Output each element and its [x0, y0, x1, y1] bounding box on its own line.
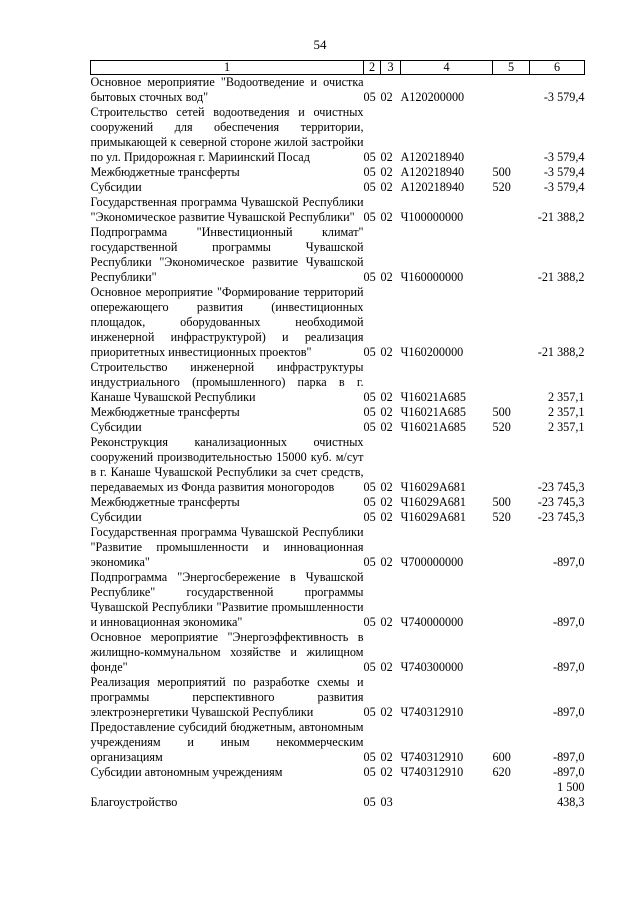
row-section: 05	[363, 390, 376, 404]
row-target-code: А120218940	[400, 180, 465, 194]
row-expense-type	[493, 780, 530, 810]
row-expense-type	[493, 630, 530, 675]
row-subsection: 02	[380, 705, 393, 719]
row-target-code: Ч160200000	[400, 345, 464, 359]
table-row	[91, 765, 585, 780]
row-name: Строительство инженерной инфраструктуры индустриального (промышленного) парка в г. Канаше Чувашской Республики	[90, 360, 364, 404]
row-amount: 2 357,1	[547, 405, 585, 419]
column-header-3: 3	[381, 61, 401, 75]
row-section: 05	[363, 795, 376, 809]
row-target-code: Ч740312910	[400, 765, 464, 779]
row-section: 05	[363, 405, 376, 419]
row-name: Субсидии	[90, 180, 142, 194]
row-target-code: Ч16029А681	[400, 510, 466, 524]
row-expense-type: 520	[492, 180, 511, 194]
row-section: 05	[363, 150, 376, 164]
row-expense-type: 500	[492, 165, 511, 179]
row-section: 05	[363, 270, 376, 284]
row-amount: -21 388,2	[537, 210, 585, 224]
row-section: 05	[363, 420, 376, 434]
table-row	[91, 525, 585, 570]
table-row	[91, 360, 585, 405]
row-name: Основное мероприятие "Формирование территорий опережающего развития (инвестиционных площадок, оборудованных необходимой инженерной инфраструктурой) и реализация приоритетных инвестиционных проектов"	[90, 285, 364, 359]
row-name: Межбюджетные трансферты	[90, 495, 240, 509]
row-subsection: 02	[380, 480, 393, 494]
row-name: Основное мероприятие "Энергоэффективность в жилищно-коммунальном хозяйстве и жилищном фонде"	[90, 630, 364, 674]
row-subsection: 02	[380, 270, 393, 284]
row-subsection: 02	[380, 420, 393, 434]
row-section: 05	[363, 660, 376, 674]
row-section: 05	[363, 480, 376, 494]
row-expense-type	[493, 285, 530, 360]
row-amount: -897,0	[553, 555, 585, 569]
row-target-code: Ч740312910	[400, 705, 464, 719]
table-row	[91, 285, 585, 360]
row-name: Реализация мероприятий по разработке схемы и программы перспективного развития электроэнергетики Чувашской Республики	[90, 675, 364, 719]
table-row	[91, 780, 585, 810]
row-name: Благоустройство	[90, 795, 178, 809]
row-subsection: 02	[380, 660, 393, 674]
row-target-code: Ч16021А685	[400, 390, 466, 404]
row-subsection: 02	[380, 165, 393, 179]
row-name: Субсидии автономным учреждениям	[90, 765, 283, 779]
row-target-code	[401, 780, 493, 810]
row-amount: -3 579,4	[543, 180, 585, 194]
table-row	[91, 405, 585, 420]
row-expense-type	[493, 435, 530, 495]
row-amount: -897,0	[553, 765, 585, 779]
row-target-code: Ч16021А685	[400, 420, 466, 434]
table-row	[91, 495, 585, 510]
row-section: 05	[363, 615, 376, 629]
row-section: 05	[363, 165, 376, 179]
row-subsection: 02	[380, 495, 393, 509]
table-row	[91, 225, 585, 285]
row-section: 05	[363, 90, 376, 104]
row-expense-type	[493, 195, 530, 225]
row-subsection: 02	[380, 210, 393, 224]
row-expense-type	[493, 675, 530, 720]
row-expense-type	[493, 225, 530, 285]
table-row	[91, 105, 585, 165]
column-header-5: 5	[493, 61, 530, 75]
row-name: Подпрограмма "Инвестиционный климат" государственной программы Чувашской Республики "Экономическое развитие Чувашской Республики"	[90, 225, 364, 284]
row-section: 05	[363, 210, 376, 224]
table-row	[91, 75, 585, 106]
row-name: Государственная программа Чувашской Республики "Экономическое развитие Чувашской Республики"	[90, 195, 364, 224]
table-row	[91, 570, 585, 630]
row-name: Субсидии	[90, 510, 142, 524]
row-expense-type: 520	[492, 510, 511, 524]
row-target-code: Ч16029А681	[400, 495, 466, 509]
table-row	[91, 630, 585, 675]
row-target-code: А120200000	[400, 90, 465, 104]
row-amount: -897,0	[553, 660, 585, 674]
row-subsection: 02	[380, 180, 393, 194]
row-amount: 2 357,1	[547, 390, 585, 404]
table-row	[91, 435, 585, 495]
row-expense-type	[493, 570, 530, 630]
row-section: 05	[363, 495, 376, 509]
row-section: 05	[363, 180, 376, 194]
row-expense-type	[493, 75, 530, 106]
row-section: 05	[363, 555, 376, 569]
column-header-2: 2	[364, 61, 381, 75]
row-name: Предоставление субсидий бюджетным, автономным учреждениям и иным некоммерческим организациям	[90, 720, 364, 764]
table-row	[91, 420, 585, 435]
row-amount: -23 745,3	[537, 495, 585, 509]
row-name: Подпрограмма "Энергосбережение в Чувашской Республике" государственной программы Чувашской Республики "Развитие промышленности и инновационная экономика"	[90, 570, 364, 629]
row-amount: 1 500 438,3	[557, 780, 585, 809]
page-number: 54	[313, 37, 327, 52]
row-amount: -3 579,4	[543, 165, 585, 179]
row-subsection: 02	[380, 510, 393, 524]
table-row	[91, 165, 585, 180]
row-amount: 2 357,1	[547, 420, 585, 434]
table-header-row	[91, 61, 585, 75]
column-header-4: 4	[401, 61, 493, 75]
row-expense-type: 500	[492, 495, 511, 509]
row-section: 05	[363, 765, 376, 779]
row-amount: -23 745,3	[537, 510, 585, 524]
row-name: Межбюджетные трансферты	[90, 405, 240, 419]
row-subsection: 02	[380, 615, 393, 629]
row-expense-type: 520	[492, 420, 511, 434]
row-subsection: 02	[380, 390, 393, 404]
row-subsection: 02	[380, 345, 393, 359]
row-subsection: 02	[380, 555, 393, 569]
row-target-code: Ч16021А685	[400, 405, 466, 419]
column-header-6: 6	[530, 61, 585, 75]
row-name: Реконструкция канализационных очистных сооружений производительностью 15000 куб. м/сут в г. Канаше Чувашской Республики за счет средств, передаваемых из Фонда развития моногородов	[90, 435, 364, 494]
row-subsection: 02	[380, 750, 393, 764]
row-expense-type	[493, 105, 530, 165]
row-amount: -3 579,4	[543, 150, 585, 164]
row-amount: -897,0	[553, 615, 585, 629]
column-header-1: 1	[91, 61, 364, 75]
row-section: 05	[363, 510, 376, 524]
row-section: 05	[363, 705, 376, 719]
table-row	[91, 675, 585, 720]
row-target-code: Ч740300000	[400, 660, 464, 674]
row-subsection: 02	[380, 90, 393, 104]
row-target-code: Ч16029А681	[400, 480, 466, 494]
row-expense-type	[493, 525, 530, 570]
row-name: Субсидии	[90, 420, 142, 434]
row-name: Межбюджетные трансферты	[90, 165, 240, 179]
row-name: Основное мероприятие "Водоотведение и очистка бытовых сточных вод"	[90, 75, 364, 104]
row-target-code: Ч740312910	[400, 750, 464, 764]
row-amount: -21 388,2	[537, 345, 585, 359]
table-row	[91, 510, 585, 525]
row-amount: -21 388,2	[537, 270, 585, 284]
row-expense-type	[493, 360, 530, 405]
table-row	[91, 720, 585, 765]
row-target-code: А120218940	[400, 150, 465, 164]
row-target-code: Ч100000000	[400, 210, 464, 224]
row-section: 05	[363, 750, 376, 764]
table-row	[91, 180, 585, 195]
row-amount: -23 745,3	[537, 480, 585, 494]
row-subsection: 02	[380, 765, 393, 779]
row-expense-type: 620	[492, 765, 511, 779]
row-subsection: 02	[380, 150, 393, 164]
row-amount: -897,0	[553, 705, 585, 719]
row-subsection: 02	[380, 405, 393, 419]
row-expense-type: 600	[492, 750, 511, 764]
row-target-code: Ч740000000	[400, 615, 464, 629]
row-expense-type: 500	[492, 405, 511, 419]
row-name: Государственная программа Чувашской Республики "Развитие промышленности и инновационная экономика"	[90, 525, 364, 569]
row-name: Строительство сетей водоотведения и очистных сооружений для обеспечения территории, примыкающей к северной стороне жилой застройки по ул. Придорожная г. Мариинский Посад	[90, 105, 364, 164]
row-amount: -897,0	[553, 750, 585, 764]
table-row	[91, 195, 585, 225]
budget-table	[90, 60, 585, 810]
row-target-code: Ч700000000	[400, 555, 464, 569]
row-section: 05	[363, 345, 376, 359]
row-subsection: 03	[380, 795, 393, 809]
row-target-code: Ч160000000	[400, 270, 464, 284]
row-target-code: А120218940	[400, 165, 465, 179]
row-amount: -3 579,4	[543, 90, 585, 104]
